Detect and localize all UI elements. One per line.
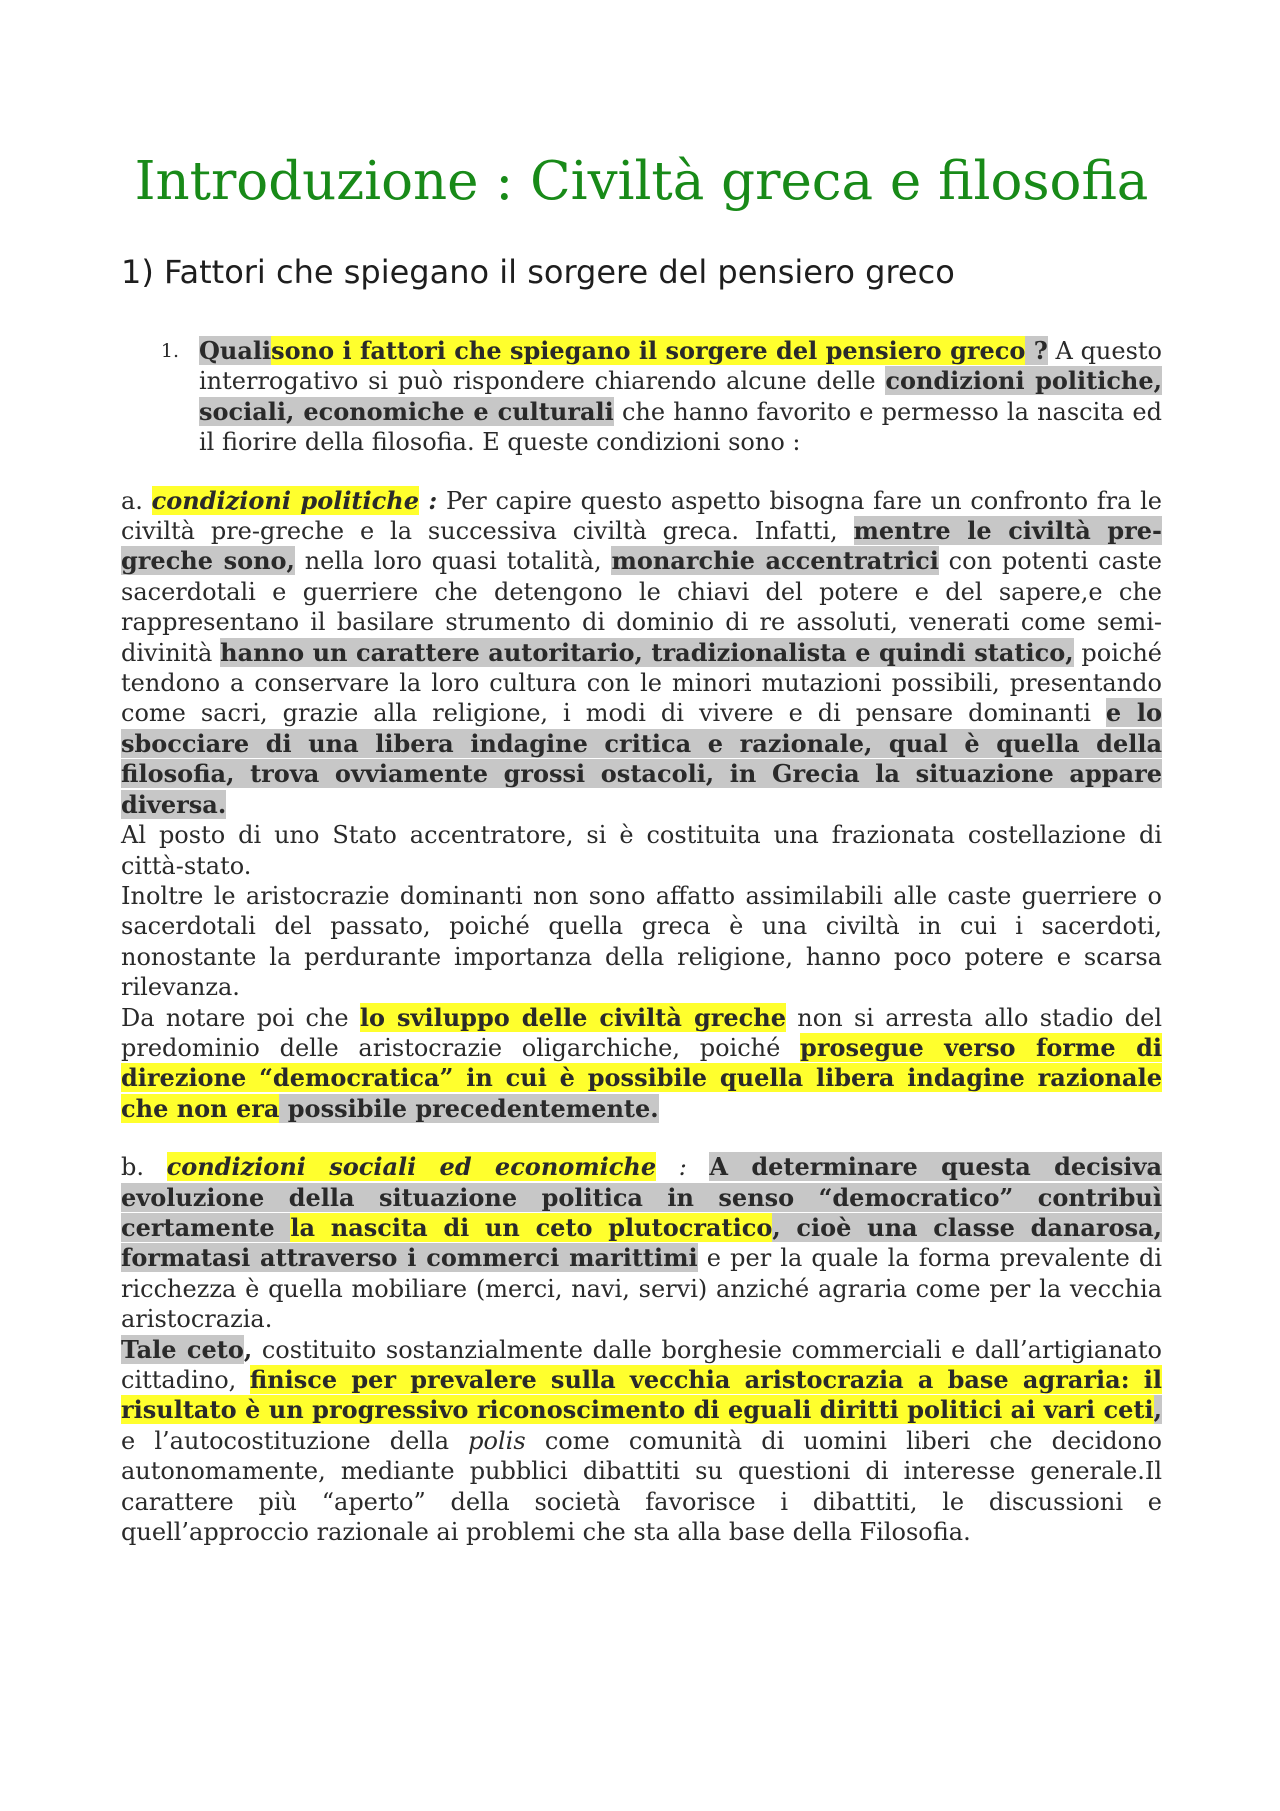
highlight-gray: possibile precedentemente. [279, 1093, 659, 1123]
highlight-yellow: sono i fattori che spiegano il sorgere del pensiero greco [271, 336, 1026, 365]
section-b [121, 1152, 1162, 1547]
text-run: con potenti caste sacerdotali e guerriere che detengono le chiavi del potere e del sapere,e che rappresentano il basilare strumento di dominio di re assoluti, venerati come semi-divinità [121, 547, 1162, 667]
document-page [121, 150, 1162, 1547]
highlight-gray: monarchie accentratrici [611, 546, 939, 576]
highlight-gray: hanno un carattere autoritario, tradizionalista e quindi statico, [220, 637, 1074, 667]
section-a-paragraph-2: Al posto di uno Stato accentratore, si è costituita una frazionata costellazione di città-stato. [121, 821, 1162, 880]
list-letter: a. [121, 486, 152, 515]
highlight-gray: A determinare questa decisiva evoluzione della situazione politica in senso “democratico” contribuì certamente [121, 1152, 1163, 1242]
text-run: A questo interrogativo si può rispondere chiarendo alcune delle [199, 337, 1162, 396]
highlight-gray: Quali [199, 336, 272, 365]
text-run: e per la quale la forma prevalente di ricchezza è quella mobiliare (merci, navi, servi) anziché agraria come per la vecchia aristocrazia. [121, 1244, 1162, 1334]
text-run: e l’autocostituzione della [121, 1426, 469, 1455]
highlight-yellow: prosegue verso forme di direzione “democratica” in cui è possibile quella libera indagine razionale che non era [121, 1032, 1162, 1123]
text-run: Per capire questo aspetto bisogna fare un confronto fra le civiltà pre-greche e la successiva civiltà greca. Infatti, [121, 486, 1163, 546]
text-run: che hanno favorito e permesso la nascita ed il fiorire della filosofia. E queste condizioni sono : [199, 397, 1162, 457]
section-a-heading: condizioni politiche [151, 485, 419, 515]
highlight-gray: mentre le civiltà pre-greche sono, [121, 516, 1162, 576]
section-b-paragraph-1 [121, 1152, 1162, 1334]
text-run: costituito sostanzialmente dalle borghesie commerciali e dall’artigianato cittadino, [121, 1335, 1162, 1394]
question-paragraph [199, 336, 1162, 458]
document-title: Introduzione : Civiltà greca e filosofia [134, 151, 1149, 212]
text-run: Da notare poi che [121, 1003, 360, 1032]
heading-colon: : [656, 1153, 710, 1182]
section-a-paragraph-1 [121, 486, 1162, 820]
heading-colon: : [418, 485, 438, 515]
question-item [121, 336, 1162, 458]
text-run: non si arresta allo stadio del predominio delle aristocrazie oligarchiche, poiché [121, 1003, 1162, 1062]
highlight-yellow: lo sviluppo delle civiltà greche [359, 1002, 786, 1032]
section-heading: 1) Fattori che spiegano il sorgere del pensiero greco [121, 253, 955, 291]
list-number: 1. [160, 340, 179, 362]
highlight-gray: ? [1025, 336, 1048, 365]
section-a-paragraph-3: Inoltre le aristocrazie dominanti non sono affatto assimilabili alle caste guerriere o sacerdotali del passato, poiché quella greca è una civiltà in cui i sacerdoti, nonostante la perdurante importanza della religione, hanno poco potere e scarsa rilevanza. [121, 881, 1162, 1002]
highlight-gray: , cioè una classe danarosa, formatasi attraverso i commerci marittimi [121, 1212, 1162, 1273]
highlight-gray: condizioni politiche, sociali, economiche e culturali [199, 366, 1163, 426]
highlight-gray: , [1153, 1395, 1162, 1425]
highlight-yellow: finisce per prevalere sulla vecchia aristocrazia a base agraria: il risultato è un progressivo riconoscimento di eguali diritti politici ai vari ceti [121, 1365, 1162, 1425]
section-a-paragraph-4 [121, 1003, 1162, 1125]
list-letter: b. [121, 1153, 167, 1182]
highlight-gray: e lo sbocciare di una libera indagine critica e razionale, qual è quella della filosofia, trova ovviamente grossi ostacoli, in Grecia la situazione appare diversa. [121, 698, 1162, 819]
text-run: poiché tendono a conservare la loro cultura con le minori mutazioni possibili, presentando come sacri, grazie alla religione, i modi di vivere e di pensare dominanti [121, 638, 1162, 728]
italic-term: polis [468, 1426, 526, 1455]
highlight-gray: Tale ceto [121, 1334, 244, 1364]
text-run: come comunità di uomini liberi che decidono autonomamente, mediante pubblici dibattiti su questioni di interesse generale.Il carattere più “aperto” della società favorisce i dibattiti, le discussioni e quell’approccio razionale ai problemi che sta alla base della Filosofia. [121, 1426, 1162, 1547]
section-b-paragraph-2 [121, 1335, 1162, 1548]
section-b-heading: condizioni sociali ed economiche [166, 1152, 657, 1182]
comma: , [243, 1334, 253, 1364]
text-run: nella loro quasi totalità, [294, 547, 612, 576]
section-a [121, 486, 1162, 1125]
highlight-yellow: la nascita di un ceto plutocratico [290, 1212, 773, 1242]
